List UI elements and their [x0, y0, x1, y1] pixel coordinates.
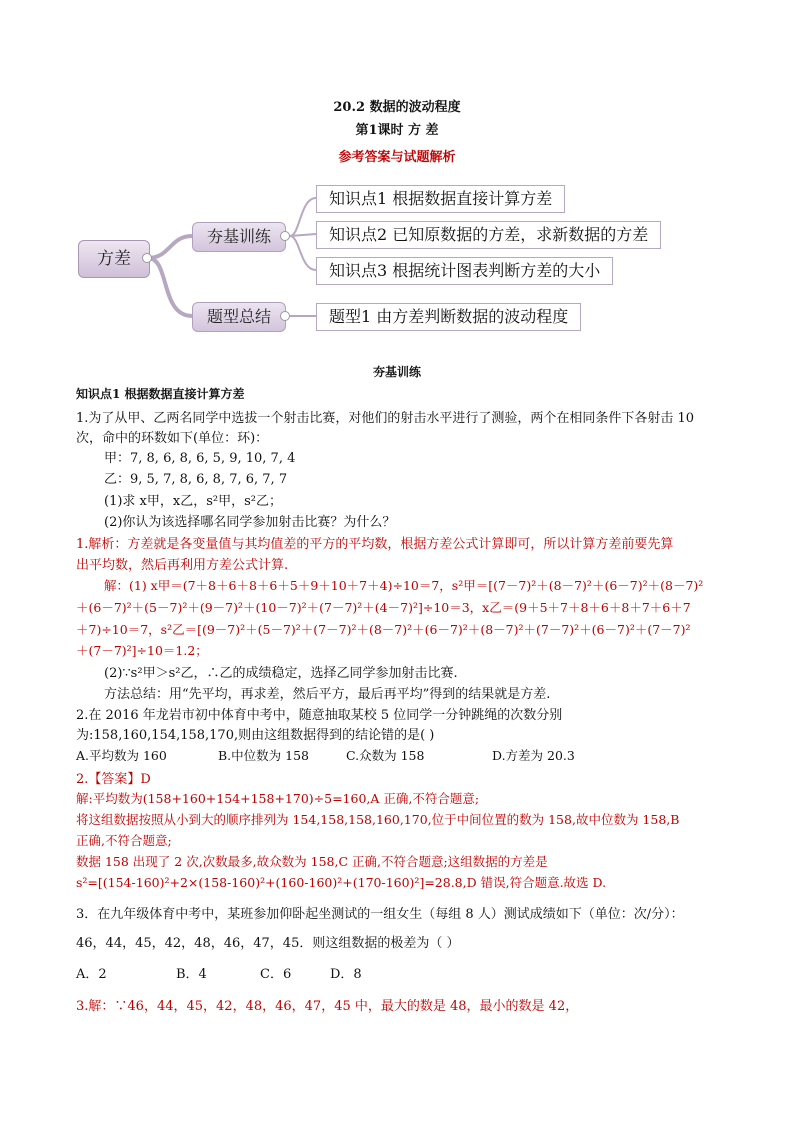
- a1-solution2: ＋(6－7)²＋(5－7)²＋(9－7)²＋(10－7)²＋(7－7)²＋(4－7)²]÷10＝3，x乙＝(9＋5＋7＋8＋6＋8＋7＋6＋7: [76, 600, 691, 615]
- a1-line2: 出平均数，然后再利用方差公式计算.: [76, 558, 289, 573]
- mindmap-leaf-kp2: 知识点2 已知原数据的方差，求新数据的方差: [316, 221, 661, 249]
- a2-line1: 解:平均数为(158+160+154+158+170)÷5=160,A 正确,不符合题意;: [76, 791, 480, 806]
- q1-line1: 1.为了从甲、乙两名同学中选拔一个射击比赛，对他们的射击水平进行了测验，两个在相同条件下各射击 10: [76, 411, 695, 426]
- q1-data-yi: 乙：9, 5, 7, 8, 6, 8, 7, 6, 7, 7: [104, 472, 288, 487]
- q1-data-jia: 甲：7, 8, 6, 8, 6, 5, 9, 10, 7, 4: [104, 451, 296, 466]
- collapse-icon[interactable]: [142, 253, 152, 263]
- page-title: 20.2 数据的波动程度: [333, 100, 461, 115]
- q2-line2: 为:158,160,154,158,170,则由这组数据得到的结论错的是( ): [76, 728, 435, 743]
- a1-solution5: (2)∵s²甲＞s²乙，∴乙的成绩稳定，选择乙同学参加射击比赛.: [104, 666, 458, 681]
- knowledge-point-heading: 知识点1 根据数据直接计算方差: [76, 387, 245, 401]
- q3-line1: 3．在九年级体育中考中，某班参加仰卧起坐测试的一组女生（每组 8 人）测试成绩如下（单位：次/分）：: [76, 907, 684, 922]
- q2-option-d: D.方差为 20.3: [492, 748, 575, 763]
- q2-option-b: B.中位数为 158: [218, 748, 309, 763]
- q3-option-a: A．2: [76, 967, 107, 982]
- mindmap-leaf-type1: 题型1 由方差判断数据的波动程度: [316, 303, 581, 331]
- answer-title: 参考答案与试题解析: [338, 150, 456, 165]
- q2-line1: 2.在 2016 年龙岩市初中体育中考中，随意抽取某校 5 位同学一分钟跳绳的次数分别: [76, 708, 563, 723]
- mindmap-leaf-kp3: 知识点3 根据统计图表判断方差的大小: [316, 257, 613, 285]
- mindmap-branch-practice: 夯基训练: [192, 222, 286, 252]
- a2-answer: 2.【答案】D: [76, 772, 151, 787]
- q3-option-c: C．6: [260, 967, 292, 982]
- q1-line2: 次，命中的环数如下(单位：环)：: [76, 431, 269, 446]
- a1-solution4: ＋(7－7)²]÷10＝1.2；: [76, 643, 208, 658]
- mindmap-branch-summary: 题型总结: [192, 302, 286, 332]
- mindmap-root: 方差: [78, 240, 150, 278]
- a1-line1: 1.解析：方差就是各变量值与其均值差的平方的平均数，根据方差公式计算即可，所以计算方差前要先算: [76, 537, 674, 552]
- q2-option-a: A.平均数为 160: [76, 748, 167, 763]
- a2-line3: 正确,不符合题意;: [76, 833, 172, 848]
- a2-line5: s²=[(154-160)²+2×(158-160)²+(160-160)²+(170-160)²]=28.8,D 错误,符合题意.故选 D.: [76, 875, 607, 890]
- q2-option-c: C.众数为 158: [346, 748, 425, 763]
- a3-line1: 3.解：∵46，44，45，42，48，46，47，45 中，最大的数是 48，最小的数是 42，: [76, 999, 579, 1014]
- a1-solution1: 解：(1) x甲＝(7＋8＋6＋8＋6＋5＋9＋10＋7＋4)÷10＝7，s²甲＝[(7－7)²＋(8－7)²＋(6－7)²＋(8－7)²: [104, 578, 704, 593]
- q3-line2: 46，44，45，42，48，46，47，45．则这组数据的极差为（ ）: [76, 936, 460, 951]
- section-heading: 夯基训练: [372, 365, 421, 379]
- collapse-icon[interactable]: [280, 311, 290, 321]
- q1-part1: (1)求 x甲，x乙，s²甲，s²乙；: [104, 494, 282, 509]
- a2-line4: 数据 158 出现了 2 次,次数最多,故众数为 158,C 正确,不符合题意;这组数据的方差是: [76, 854, 548, 869]
- q3-option-b: B．4: [176, 967, 207, 982]
- q3-option-d: D．8: [330, 967, 362, 982]
- collapse-icon[interactable]: [280, 231, 290, 241]
- mindmap-leaf-kp1: 知识点1 根据数据直接计算方差: [316, 185, 565, 213]
- lesson-subtitle: 第1课时 方 差: [355, 123, 439, 138]
- q1-part2: (2)你认为该选择哪名同学参加射击比赛？为什么？: [104, 515, 396, 530]
- a1-solution3: ＋7)÷10＝7，s²乙＝[(9－7)²＋(5－7)²＋(7－7)²＋(8－7)²＋(6－7)²＋(8－7)²＋(7－7)²＋(6－7)²＋(7－7)²: [76, 622, 691, 637]
- a2-line2: 将这组数据按照从小到大的顺序排列为 154,158,158,160,170,位于中间位置的数为 158,故中位数为 158,B: [76, 812, 680, 827]
- a1-method: 方法总结：用“先平均，再求差，然后平方，最后再平均”得到的结果就是方差.: [104, 687, 551, 702]
